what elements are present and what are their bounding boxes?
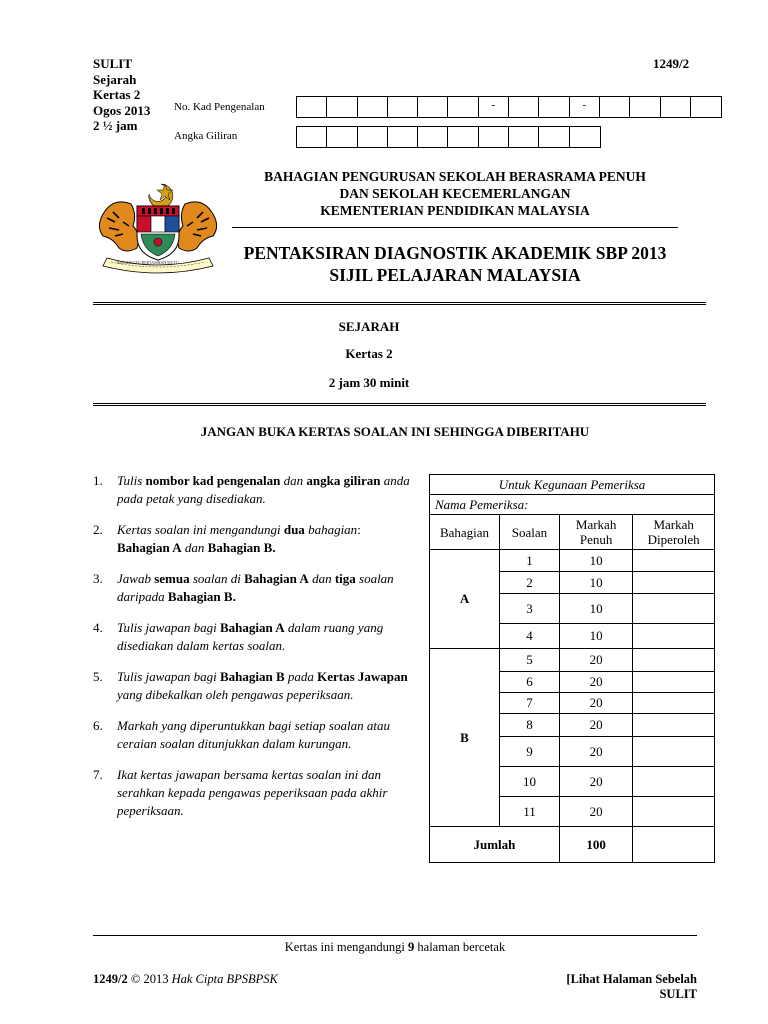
instruction-fragment: : [357, 522, 361, 537]
marks-obtained-field[interactable] [633, 797, 715, 827]
total-obtained-field[interactable] [633, 827, 715, 863]
warning-text: JANGAN BUKA KERTAS SOALAN INI SEHINGGA DIBERITAHU [200, 424, 590, 439]
total-label: Jumlah [430, 827, 560, 863]
index-digit-box[interactable] [297, 127, 327, 147]
instruction-fragment: nombor kad pengenalan [145, 473, 281, 488]
footer-right [566, 972, 697, 1002]
instruction-fragment: dan [280, 473, 307, 488]
question-number: 11 [500, 797, 560, 827]
instruction-fragment: Bahagian B. [167, 589, 236, 604]
full-marks: 20 [559, 649, 632, 672]
section-label: B [430, 649, 500, 827]
question-number: 2 [500, 572, 560, 594]
instruction-text [117, 717, 411, 753]
marks-obtained-field[interactable] [633, 693, 715, 714]
index-digit-box[interactable] [479, 127, 509, 147]
instruction-fragment: dan [181, 540, 208, 555]
instruction-number: 5. [93, 669, 103, 684]
column-header: Markah Penuh [559, 515, 632, 550]
instruction-fragment: tiga [334, 571, 356, 586]
instruction-fragment: dua [283, 522, 305, 537]
next-page-label: [Lihat Halaman Sebelah [566, 972, 697, 986]
ic-label: No. Kad Pengenalan [174, 101, 265, 113]
index-digit-box[interactable] [358, 127, 388, 147]
full-marks: 10 [559, 594, 632, 624]
ic-digit-box[interactable] [691, 97, 721, 117]
marks-obtained-field[interactable] [633, 649, 715, 672]
org-line-2: DAN SEKOLAH KECEMERLANGAN [339, 186, 571, 201]
instruction-fragment: pada [284, 669, 318, 684]
org-line-3: KEMENTERIAN PENDIDIKAN MALAYSIA [320, 203, 590, 218]
footer-code: 1249/2 [93, 972, 128, 986]
instruction-fragment: anda pada petak yang disediakan. [117, 473, 410, 506]
index-digit-box[interactable] [509, 127, 539, 147]
column-header: Soalan [500, 515, 560, 550]
examiner-table [429, 474, 715, 863]
table-title: Untuk Kegunaan Pemeriksa [430, 475, 715, 495]
question-number: 6 [500, 672, 560, 693]
ic-digit-box[interactable] [388, 97, 418, 117]
instruction-item [93, 717, 411, 753]
instruction-fragment: Bahagian A [219, 620, 285, 635]
column-header: Markah Diperoleh [633, 515, 715, 550]
instruction-text [117, 619, 411, 655]
question-number: 7 [500, 693, 560, 714]
full-marks: 20 [559, 767, 632, 797]
top-rule [93, 302, 706, 305]
instruction-fragment: semua [154, 571, 190, 586]
marks-obtained-field[interactable] [633, 714, 715, 737]
instruction-fragment: Kertas soalan ini mengandungi [117, 522, 284, 537]
ic-digit-box[interactable] [418, 97, 448, 117]
index-digit-box[interactable] [418, 127, 448, 147]
ic-digit-box[interactable] [297, 97, 327, 117]
question-number: 4 [500, 624, 560, 649]
instruction-fragment: soalan daripada [117, 571, 394, 604]
date-label: Ogos 2013 [93, 102, 151, 118]
instruction-fragment: soalan di [189, 571, 245, 586]
column-header: Bahagian [430, 515, 500, 550]
table-row [430, 550, 715, 572]
ic-digit-box[interactable] [448, 97, 478, 117]
full-marks: 20 [559, 797, 632, 827]
duration-label: 2 ½ jam [93, 118, 138, 133]
footer-copyright-holder: Hak Cipta BPSBPSK [171, 972, 278, 986]
instruction-number: 6. [93, 718, 103, 733]
header-divider [232, 227, 678, 228]
full-marks: 20 [559, 714, 632, 737]
page-count-post: halaman bercetak [414, 940, 506, 954]
index-digit-box[interactable] [570, 127, 600, 147]
footer-copyright: © 2013 [127, 972, 172, 986]
question-number: 9 [500, 737, 560, 767]
instruction-number: 1. [93, 473, 103, 488]
full-marks: 10 [559, 624, 632, 649]
instruction-item [93, 570, 411, 606]
instruction-fragment: Bahagian A [117, 540, 182, 555]
instruction-fragment: Tulis jawapan bagi [117, 669, 220, 684]
instructions-list [93, 472, 411, 833]
instruction-text [117, 570, 411, 606]
ic-digit-box[interactable] [509, 97, 539, 117]
index-number-field[interactable] [296, 126, 601, 148]
instruction-fragment: Markah yang diperuntukkan bagi setiap soalan atau ceraian soalan ditunjukkan dalam kurungan. [117, 718, 390, 751]
table-row [430, 649, 715, 672]
instruction-fragment: angka giliran [306, 473, 381, 488]
instruction-fragment: dalam ruang yang disediakan dalam kertas soalan. [117, 620, 384, 653]
instruction-number: 7. [93, 767, 103, 782]
instruction-fragment: dan [308, 571, 335, 586]
instruction-text [117, 472, 411, 508]
instruction-text [117, 521, 411, 557]
full-marks: 10 [559, 572, 632, 594]
index-digit-box[interactable] [327, 127, 357, 147]
marks-obtained-field[interactable] [633, 672, 715, 693]
marks-obtained-field[interactable] [633, 737, 715, 767]
instruction-item [93, 521, 411, 557]
subject-label: Sejarah [93, 71, 137, 87]
index-digit-box[interactable] [539, 127, 569, 147]
instruction-number: 2. [93, 522, 103, 537]
ic-digit-box[interactable] [358, 97, 388, 117]
marks-obtained-field[interactable] [633, 767, 715, 797]
crest-motto: BERSEKUTU BERTAMBAH MUTU [117, 260, 179, 265]
ic-digit-box[interactable] [327, 97, 357, 117]
index-label: Angka Giliran [174, 130, 238, 142]
question-number: 8 [500, 714, 560, 737]
instruction-fragment: Bahagian B. [207, 540, 276, 555]
examiner-name-field[interactable]: Nama Pemeriksa: [430, 495, 715, 515]
subject-duration: 2 jam 30 minit [328, 375, 410, 390]
marks-obtained-field[interactable] [633, 594, 715, 624]
ic-digit-box[interactable]: - [570, 97, 600, 117]
instruction-text [117, 766, 411, 820]
instruction-fragment: Bahagian B [219, 669, 285, 684]
index-digit-box[interactable] [388, 127, 418, 147]
question-number: 1 [500, 550, 560, 572]
full-marks: 20 [559, 672, 632, 693]
marks-obtained-field[interactable] [633, 572, 715, 594]
instruction-item [93, 619, 411, 655]
instruction-text [117, 668, 411, 704]
total-value: 100 [559, 827, 632, 863]
copyright-line [93, 972, 278, 987]
paper-label: Kertas 2 [93, 87, 141, 102]
question-number: 10 [500, 767, 560, 797]
page-count-pre: Kertas ini mengandungi [284, 940, 409, 954]
question-number: 5 [500, 649, 560, 672]
ic-digit-box[interactable] [600, 97, 630, 117]
instruction-number: 4. [93, 620, 103, 635]
paper-code: 1249/2 [653, 56, 690, 71]
bottom-rule [93, 403, 706, 406]
instruction-fragment: Ikat kertas jawapan bersama kertas soalan ini dan serahkan kepada pengawas peperiksaan pada akhir peperiksaan. [117, 767, 388, 818]
exam-title: PENTAKSIRAN DIAGNOSTIK AKADEMIK SBP 2013 [243, 243, 667, 263]
org-line-1: BAHAGIAN PENGURUSAN SEKOLAH BERASRAMA PENUH [264, 169, 646, 184]
footer-rule [93, 935, 697, 936]
ic-digit-box[interactable] [630, 97, 660, 117]
instruction-fragment: yang dibekalkan oleh pengawas peperiksaan. [117, 687, 354, 702]
full-marks: 20 [559, 737, 632, 767]
instruction-fragment: Tulis jawapan bagi [117, 620, 220, 635]
index-digit-box[interactable] [448, 127, 478, 147]
subject-paper: Kertas 2 [345, 346, 393, 361]
question-number: 3 [500, 594, 560, 624]
paper-meta [93, 56, 150, 134]
footer-sulit: SULIT [659, 987, 697, 1001]
full-marks: 10 [559, 550, 632, 572]
ic-digit-box[interactable]: - [479, 97, 509, 117]
exam-subtitle: SIJIL PELAJARAN MALAYSIA [329, 265, 581, 285]
ic-digit-box[interactable] [539, 97, 569, 117]
ic-number-field[interactable] [296, 96, 722, 118]
page-count-number: 9 [408, 940, 415, 954]
instruction-fragment: Jawab [117, 571, 155, 586]
marks-obtained-field[interactable] [633, 624, 715, 649]
instruction-number: 3. [93, 571, 103, 586]
sulit-label: SULIT [93, 56, 133, 71]
page-count [93, 940, 697, 955]
marks-obtained-field[interactable] [633, 550, 715, 572]
ic-digit-box[interactable] [661, 97, 691, 117]
instruction-item [93, 668, 411, 704]
full-marks: 20 [559, 693, 632, 714]
instruction-item [93, 472, 411, 508]
section-label: A [430, 550, 500, 649]
instruction-fragment: Bahagian A [244, 571, 309, 586]
instruction-fragment: Kertas Jawapan [317, 669, 408, 684]
instruction-item [93, 766, 411, 820]
instruction-fragment: bahagian [304, 522, 358, 537]
subject-name: SEJARAH [338, 319, 400, 334]
instruction-fragment: Tulis [117, 473, 146, 488]
